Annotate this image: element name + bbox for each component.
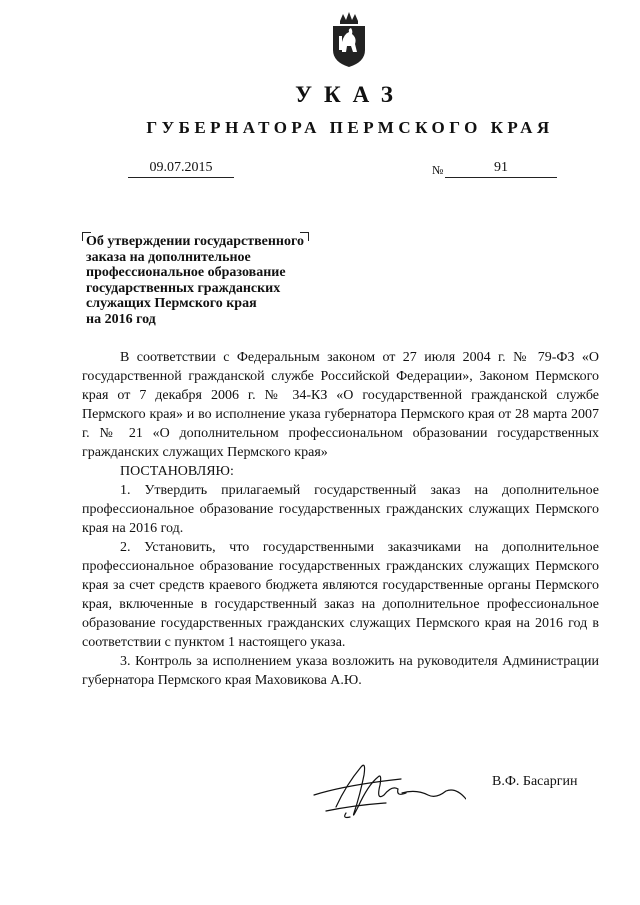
document-subject	[86, 234, 336, 327]
subject-line: служащих Пермского края	[86, 296, 257, 311]
subject-line: на 2016 год	[86, 311, 156, 327]
subject-line: заказа на дополнительное	[86, 249, 251, 265]
coat-of-arms-icon	[329, 12, 369, 68]
document-body	[82, 348, 599, 690]
document-title: УКАЗ	[295, 82, 405, 107]
number-label: №	[432, 163, 444, 177]
subject-line: Об утверждении государственного	[86, 234, 305, 249]
document-date: 09.07.2015	[128, 160, 234, 178]
decree-item: 2. Установить, что государственными заказчиками на дополнительное профессиональное образование государственных гражданских служащих Пермского края за счет средств краевого бюджета являются государственные органы Пермского края, включенные в государственный заказ на дополнительное профессиональное образование государственных гражданских служащих Пермского края на 2016 год в соответствии с пунктом 1 настоящего указа.	[82, 540, 599, 650]
decree-word: ПОСТАНОВЛЯЮ:	[120, 464, 234, 479]
signer-name: В.Ф. Басаргин	[492, 774, 578, 789]
preamble-paragraph: В соответствии с Федеральным законом от 27 июля 2004 г. № 79-ФЗ «О государственной гражданской службе Российской Федерации», Законом Пермского края от 7 декабря 2006 г. № 34-КЗ «О государственной гражданской службе Пермского края» и во исполнение указа губернатора Пермского края от 28 марта 2007 г. № 21 «О дополнительном профессиональном образовании государственных гражданских служащих Пермского края»	[82, 350, 599, 460]
document-number: 91	[445, 160, 557, 178]
decree-item: 1. Утвердить прилагаемый государственный заказ на дополнительное профессиональное образование государственных гражданских служащих Пермского края на 2016 год.	[82, 483, 599, 536]
signature-icon	[306, 755, 466, 825]
document-subtitle: ГУБЕРНАТОРА ПЕРМСКОГО КРАЯ	[146, 118, 554, 137]
decree-item: 3. Контроль за исполнением указа возложить на руководителя Администрации губернатора Пермского края Маховикова А.Ю.	[82, 654, 599, 688]
subject-line: государственных гражданских	[86, 280, 281, 296]
subject-line: профессиональное образование	[86, 265, 286, 280]
